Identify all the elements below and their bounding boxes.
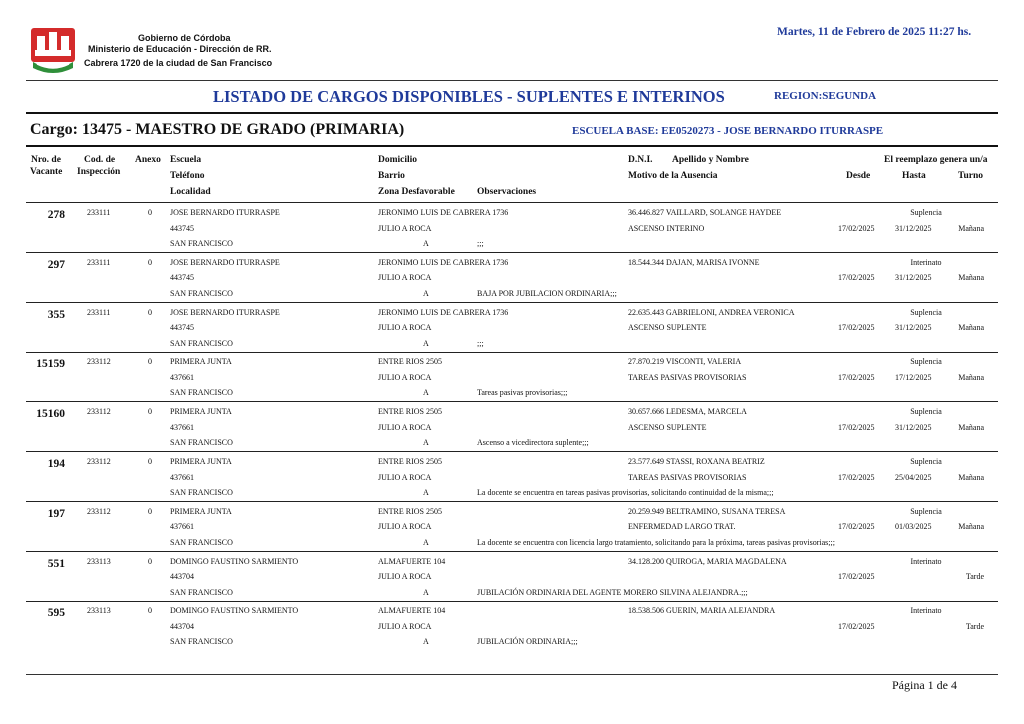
cod-inspeccion: 233112 <box>87 506 111 516</box>
localidad: SAN FRANCISCO <box>170 288 233 298</box>
cod-inspeccion: 233113 <box>87 556 111 566</box>
hasta-date: 01/03/2025 <box>895 522 932 532</box>
escuela-name: JOSE BERNARDO ITURRASPE <box>170 208 280 217</box>
telefono: 437661 <box>170 522 194 532</box>
cordoba-coat-of-arms-logo <box>27 24 79 78</box>
escuela-name: PRIMERA JUNTA <box>170 457 232 466</box>
escuela-name: PRIMERA JUNTA <box>170 407 232 417</box>
dni-nombre: 36.446.827 VAILLARD, SOLANGE HAYDEE <box>628 208 782 217</box>
col-turno: Turno <box>958 171 983 181</box>
header-datetime: Martes, 11 de Febrero de 2025 11:27 hs. <box>777 26 972 38</box>
zona-desfavorable: A <box>423 587 429 597</box>
barrio: JULIO A ROCA <box>378 572 432 582</box>
telefono: 443745 <box>170 323 194 333</box>
telefono: 443704 <box>170 572 194 582</box>
table-row <box>0 405 1024 455</box>
col-nro-vacante-1: Nro. de <box>31 155 61 165</box>
hasta-date: 31/12/2025 <box>895 223 932 233</box>
localidad: SAN FRANCISCO <box>170 438 233 448</box>
col-zona: Zona Desfavorable <box>378 187 455 197</box>
hasta-date: 31/12/2025 <box>895 323 932 333</box>
vacante-number: 15160 <box>36 408 65 421</box>
localidad: SAN FRANCISCO <box>170 488 233 497</box>
localidad: SAN FRANCISCO <box>170 587 233 597</box>
domicilio: ALMAFUERTE 104 <box>378 606 446 616</box>
page-number: Página 1 de 4 <box>892 678 957 692</box>
region-label: REGION:SEGUNDA <box>774 90 877 102</box>
col-cod-inspeccion-2: Inspección <box>77 167 121 177</box>
escuela-name: PRIMERA JUNTA <box>170 357 232 367</box>
col-nro-vacante-2: Vacante <box>30 167 63 177</box>
turno: Mañana <box>958 223 984 233</box>
header-line-gobierno: Gobierno de Córdoba <box>138 33 231 43</box>
vacante-number: 197 <box>47 507 65 520</box>
header-row-divider <box>26 202 998 203</box>
escuela-name: DOMINGO FAUSTINO SARMIENTO <box>170 606 299 616</box>
dni-nombre: 23.577.649 STASSI, ROXANA BEATRIZ <box>628 457 765 466</box>
telefono: 443745 <box>170 273 194 283</box>
zona-desfavorable: A <box>423 438 429 448</box>
motivo-ausencia: TAREAS PASIVAS PROVISORIAS <box>628 372 747 382</box>
vacante-number: 355 <box>47 308 65 321</box>
col-hasta: Hasta <box>902 171 926 181</box>
header-line-address: Cabrera 1720 de la ciudad de San Francisco <box>84 58 273 68</box>
domicilio: ALMAFUERTE 104 <box>378 556 446 566</box>
observaciones: ;;; <box>477 338 484 348</box>
cod-inspeccion: 233113 <box>87 606 111 616</box>
domicilio: ENTRE RIOS 2505 <box>378 357 442 367</box>
page-title: LISTADO DE CARGOS DISPONIBLES - SUPLENTES E INTERINOS <box>213 87 725 106</box>
dni-nombre: 34.128.200 QUIROGA, MARIA MAGDALENA <box>628 556 787 566</box>
telefono: 443704 <box>170 621 194 631</box>
table-row <box>0 355 1024 405</box>
telefono: 437661 <box>170 372 194 382</box>
turno: Tarde <box>965 621 984 631</box>
domicilio: ENTRE RIOS 2505 <box>378 506 442 516</box>
table-row <box>0 256 1024 306</box>
barrio: JULIO A ROCA <box>378 621 432 631</box>
zona-desfavorable: A <box>423 637 429 647</box>
dni-nombre: 30.657.666 LEDESMA, MARCELA <box>628 407 747 417</box>
table-row <box>0 604 1024 654</box>
motivo-ausencia: TAREAS PASIVAS PROVISORIAS <box>628 472 747 482</box>
tipo-reemplazo: Suplencia <box>910 307 942 317</box>
anexo: 0 <box>148 307 152 317</box>
motivo-ausencia: ASCENSO SUPLENTE <box>628 323 707 333</box>
turno: Mañana <box>958 472 984 482</box>
localidad: SAN FRANCISCO <box>170 338 233 348</box>
turno: Mañana <box>958 522 984 532</box>
table-row <box>0 505 1024 555</box>
anexo: 0 <box>148 506 152 516</box>
anexo: 0 <box>148 208 152 217</box>
anexo: 0 <box>148 257 152 267</box>
col-apellido-nombre: Apellido y Nombre <box>672 155 749 165</box>
tipo-reemplazo: Suplencia <box>910 208 942 217</box>
cod-inspeccion: 233112 <box>87 357 111 367</box>
footer-divider <box>26 674 998 675</box>
observaciones: BAJA POR JUBILACION ORDINARIA;;; <box>477 288 617 298</box>
col-escuela: Escuela <box>170 155 202 165</box>
vacante-number: 551 <box>47 557 65 570</box>
hasta-date: 17/12/2025 <box>895 372 932 382</box>
escuela-name: JOSE BERNARDO ITURRASPE <box>170 307 280 317</box>
table-row <box>0 206 1024 256</box>
domicilio: ENTRE RIOS 2505 <box>378 407 442 417</box>
title-divider <box>26 112 998 114</box>
barrio: JULIO A ROCA <box>378 522 432 532</box>
telefono: 437661 <box>170 422 194 432</box>
col-domicilio: Domicilio <box>378 155 418 165</box>
motivo-ausencia: ASCENSO SUPLENTE <box>628 422 707 432</box>
domicilio: JERONIMO LUIS DE CABRERA 1736 <box>378 208 509 217</box>
zona-desfavorable: A <box>423 239 429 248</box>
observaciones: JUBILACIÓN ORDINARIA;;; <box>477 637 578 647</box>
barrio: JULIO A ROCA <box>378 273 432 283</box>
domicilio: JERONIMO LUIS DE CABRERA 1736 <box>378 257 509 267</box>
anexo: 0 <box>148 457 152 466</box>
col-observaciones: Observaciones <box>477 187 537 197</box>
anexo: 0 <box>148 357 152 367</box>
turno: Tarde <box>965 572 984 582</box>
dni-nombre: 20.259.949 BELTRAMINO, SUSANA TERESA <box>628 506 786 516</box>
header-divider <box>26 80 998 81</box>
localidad: SAN FRANCISCO <box>170 388 233 398</box>
localidad: SAN FRANCISCO <box>170 637 233 647</box>
desde-date: 17/02/2025 <box>838 522 875 532</box>
col-barrio: Barrio <box>378 171 405 181</box>
cargo-label: Cargo: 13475 - MAESTRO DE GRADO (PRIMARIA) <box>30 121 405 138</box>
col-anexo: Anexo <box>135 155 161 165</box>
header-line-ministerio: Ministerio de Educación - Dirección de RR. <box>88 44 272 54</box>
cod-inspeccion: 233111 <box>87 208 111 217</box>
tipo-reemplazo: Suplencia <box>910 506 942 516</box>
observaciones: La docente se encuentra en tareas pasivas provisorias, solicitando continuidad de la misma;;; <box>477 488 774 497</box>
anexo: 0 <box>148 407 152 417</box>
dni-nombre: 18.544.344 DAJAN, MARISA IVONNE <box>628 257 760 267</box>
desde-date: 17/02/2025 <box>838 621 875 631</box>
escuela-name: DOMINGO FAUSTINO SARMIENTO <box>170 556 299 566</box>
cod-inspeccion: 233112 <box>87 407 111 417</box>
barrio: JULIO A ROCA <box>378 223 432 233</box>
cargo-divider <box>26 145 998 147</box>
desde-date: 17/02/2025 <box>838 323 875 333</box>
turno: Mañana <box>958 323 984 333</box>
hasta-date: 31/12/2025 <box>895 273 932 283</box>
vacante-number: 297 <box>47 258 65 271</box>
dni-nombre: 27.870.219 VISCONTI, VALERIA <box>628 357 742 367</box>
col-cod-inspeccion-1: Cod. de <box>84 155 116 165</box>
domicilio: ENTRE RIOS 2505 <box>378 457 442 466</box>
observaciones: ;;; <box>477 239 484 248</box>
desde-date: 17/02/2025 <box>838 223 875 233</box>
desde-date: 17/02/2025 <box>838 572 875 582</box>
motivo-ausencia: ASCENSO INTERINO <box>628 223 705 233</box>
table-row <box>0 555 1024 605</box>
telefono: 437661 <box>170 472 194 482</box>
table-row <box>0 455 1024 505</box>
tipo-reemplazo: Suplencia <box>910 407 942 417</box>
zona-desfavorable: A <box>423 388 429 398</box>
hasta-date: 25/04/2025 <box>895 472 932 482</box>
zona-desfavorable: A <box>423 537 429 547</box>
escuela-name: JOSE BERNARDO ITURRASPE <box>170 257 280 267</box>
observaciones: JUBILACIÓN ORDINARIA DEL AGENTE MORERO SILVINA ALEJANDRA.;;; <box>477 587 748 597</box>
localidad: SAN FRANCISCO <box>170 537 233 547</box>
tipo-reemplazo: Interinato <box>910 257 942 267</box>
turno: Mañana <box>958 372 984 382</box>
barrio: JULIO A ROCA <box>378 422 432 432</box>
anexo: 0 <box>148 556 152 566</box>
tipo-reemplazo: Interinato <box>910 606 942 616</box>
domicilio: JERONIMO LUIS DE CABRERA 1736 <box>378 307 509 317</box>
col-desde: Desde <box>846 171 871 181</box>
col-telefono: Teléfono <box>170 171 205 181</box>
dni-nombre: 22.635.443 GABRIELONI, ANDREA VERONICA <box>628 307 795 317</box>
vacante-number: 194 <box>47 458 65 470</box>
turno: Mañana <box>958 422 984 432</box>
tipo-reemplazo: Suplencia <box>910 457 942 466</box>
tipo-reemplazo: Suplencia <box>910 357 942 367</box>
cod-inspeccion: 233111 <box>87 257 111 267</box>
desde-date: 17/02/2025 <box>838 422 875 432</box>
col-reemplazo: El reemplazo genera un/a <box>884 155 988 165</box>
turno: Mañana <box>958 273 984 283</box>
escuela-base-label: ESCUELA BASE: EE0520273 - JOSE BERNARDO ITURRASPE <box>572 125 884 137</box>
vacante-number: 595 <box>47 607 65 620</box>
vacante-number: 278 <box>47 209 65 221</box>
desde-date: 17/02/2025 <box>838 372 875 382</box>
cod-inspeccion: 233111 <box>87 307 111 317</box>
telefono: 443745 <box>170 223 194 233</box>
motivo-ausencia: ENFERMEDAD LARGO TRAT. <box>628 522 736 532</box>
dni-nombre: 18.538.506 GUERIN, MARIA ALEJANDRA <box>628 606 776 616</box>
cod-inspeccion: 233112 <box>87 457 111 466</box>
anexo: 0 <box>148 606 152 616</box>
desde-date: 17/02/2025 <box>838 472 875 482</box>
barrio: JULIO A ROCA <box>378 472 432 482</box>
col-localidad: Localidad <box>170 187 211 197</box>
desde-date: 17/02/2025 <box>838 273 875 283</box>
barrio: JULIO A ROCA <box>378 323 432 333</box>
escuela-name: PRIMERA JUNTA <box>170 506 232 516</box>
observaciones: Ascenso a vicedirectora suplente;;; <box>477 438 589 448</box>
hasta-date: 31/12/2025 <box>895 422 932 432</box>
table-row <box>0 306 1024 356</box>
zona-desfavorable: A <box>423 288 429 298</box>
col-dni: D.N.I. <box>628 155 653 165</box>
col-motivo: Motivo de la Ausencia <box>628 171 718 181</box>
barrio: JULIO A ROCA <box>378 372 432 382</box>
zona-desfavorable: A <box>423 338 429 348</box>
vacante-number: 15159 <box>36 358 65 371</box>
tipo-reemplazo: Interinato <box>910 556 942 566</box>
observaciones: La docente se encuentra con licencia largo tratamiento, solicitando para la próxima, tareas pasivas provisorias;;; <box>477 537 835 547</box>
zona-desfavorable: A <box>423 488 429 497</box>
observaciones: Tareas pasivas provisorias;;; <box>477 388 568 398</box>
localidad: SAN FRANCISCO <box>170 239 233 248</box>
